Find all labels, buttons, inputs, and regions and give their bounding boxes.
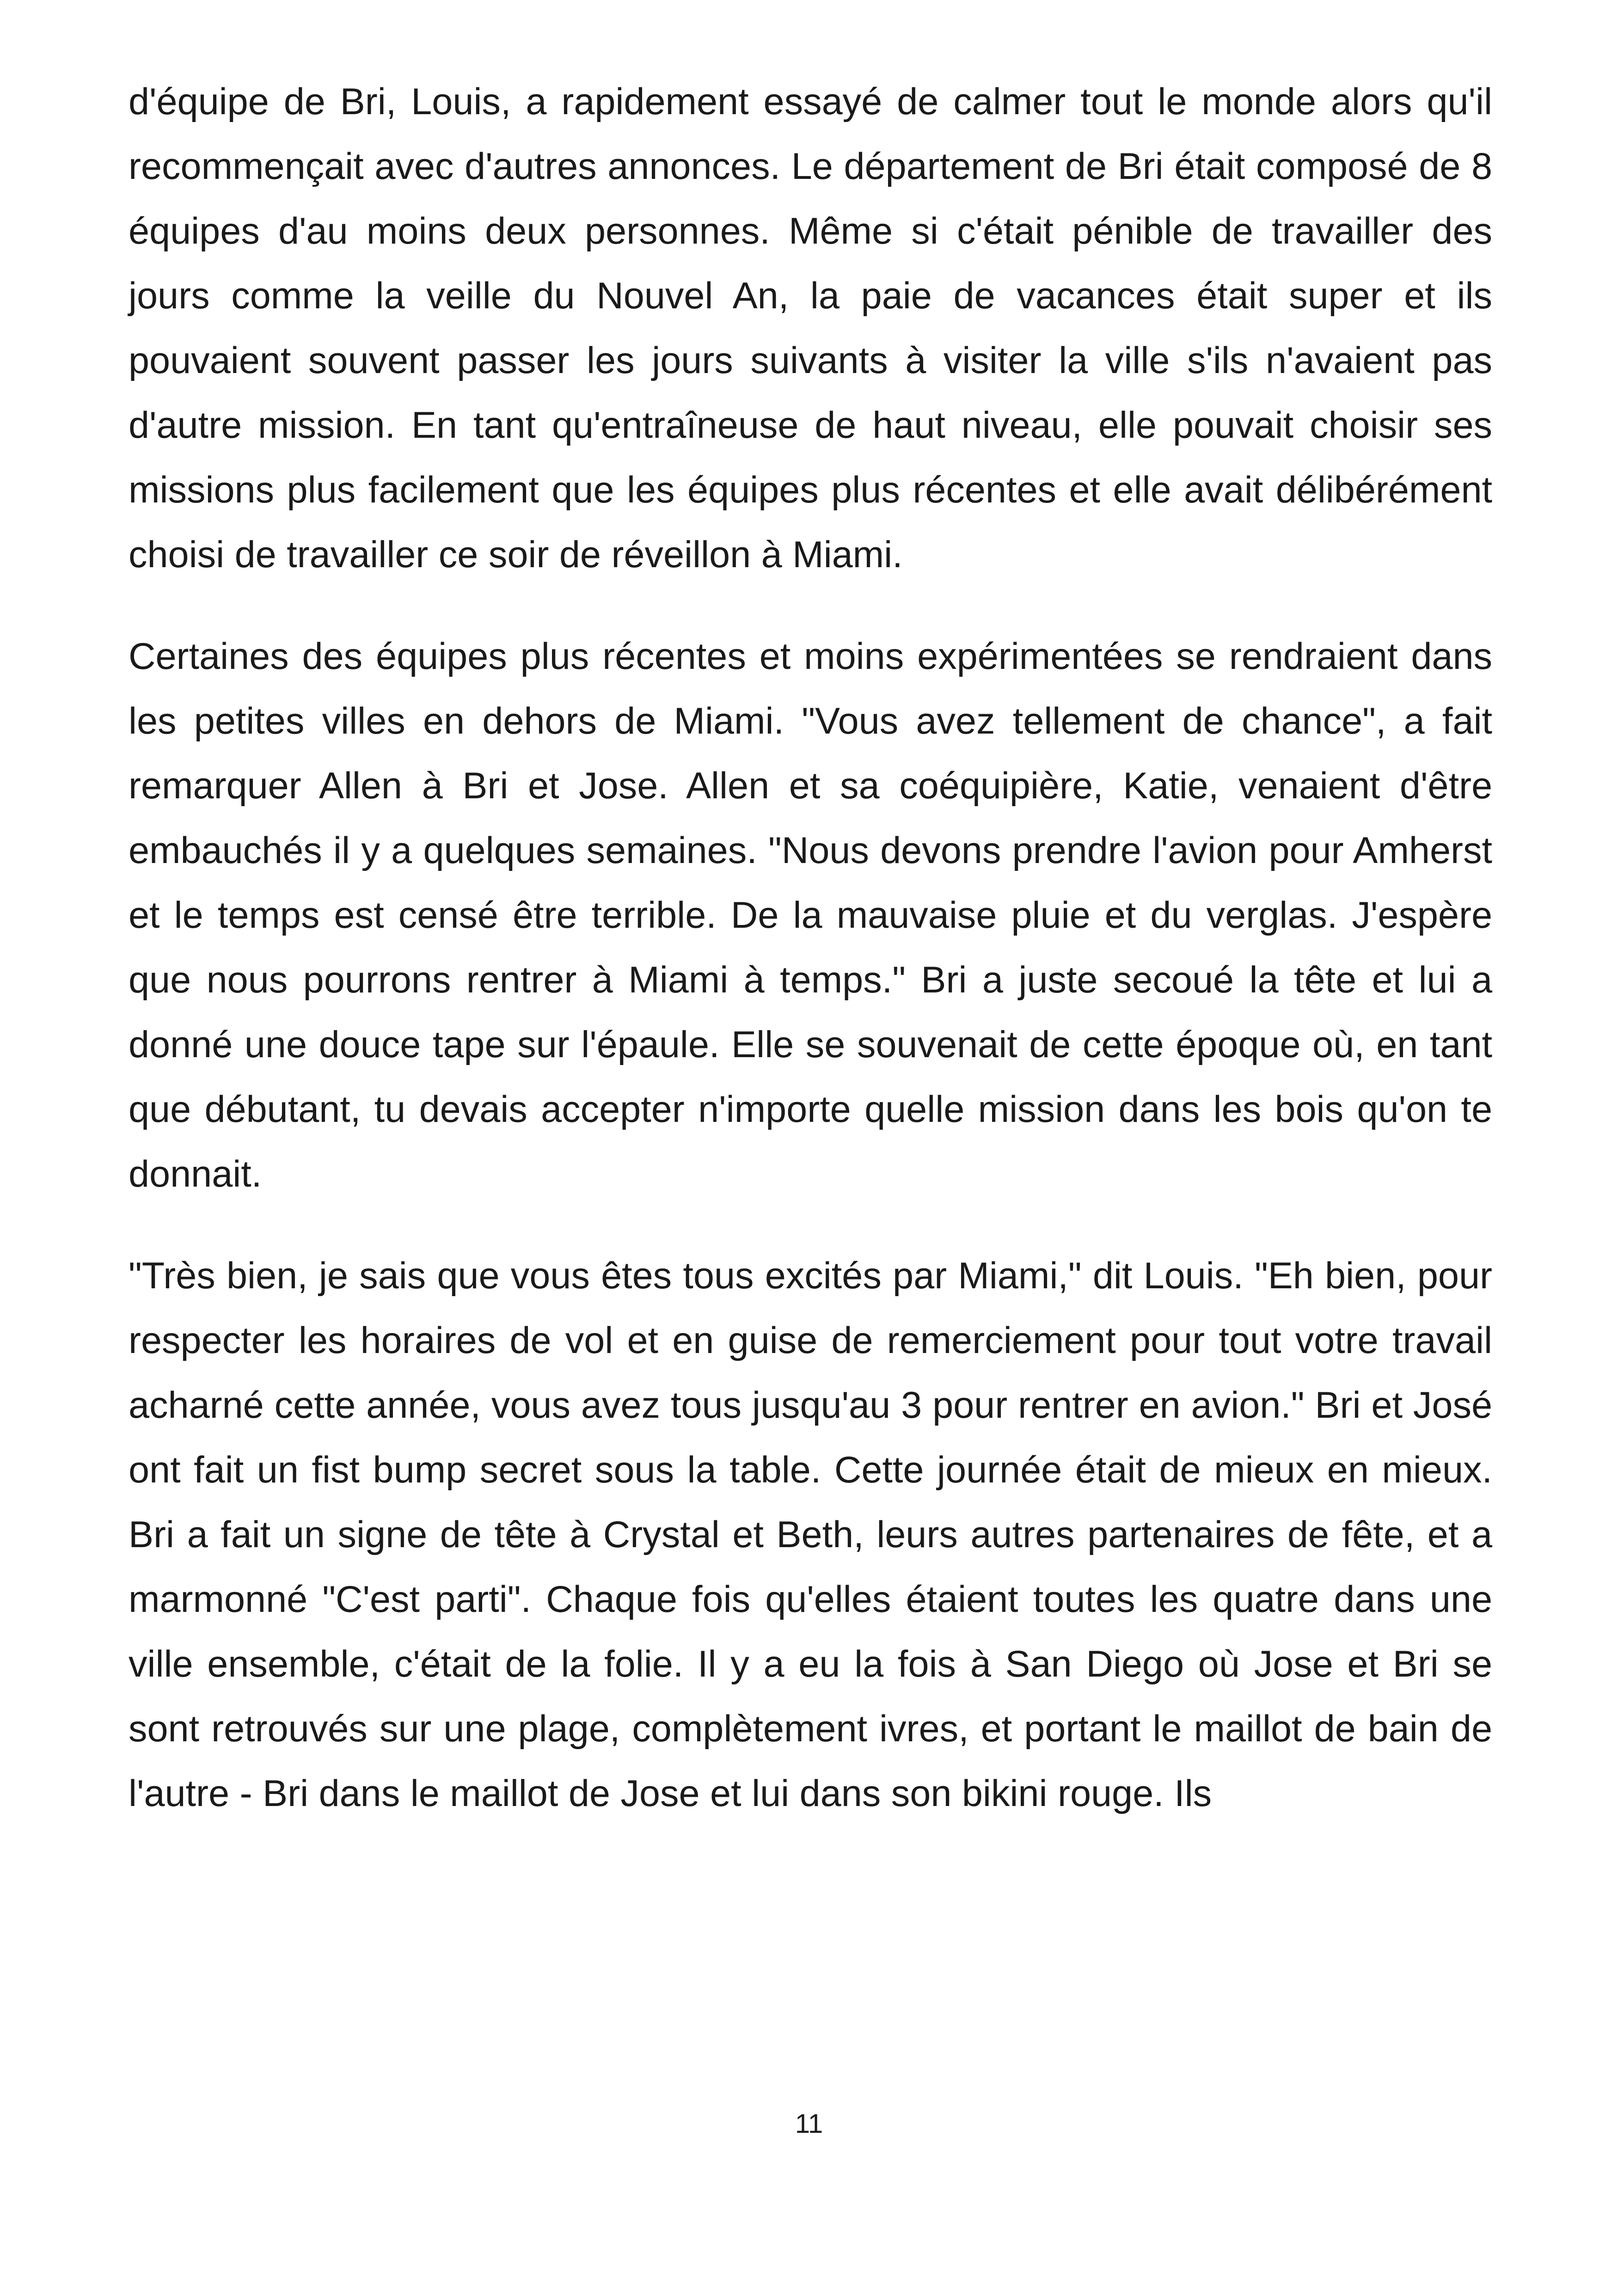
page-number: 11 <box>795 2109 823 2139</box>
paragraph-1: d'équipe de Bri, Louis, a rapidement essayé de calmer tout le monde alors qu'il recommençait avec d'autres annonces. Le département de Bri était composé de 8 équipes d'au moins deux personnes. Même si c'était pénible de travailler des jours comme la veille du Nouvel An, la paie de vacances était super et ils pouvaient souvent passer les jours suivants à visiter la ville s'ils n'avaient pas d'autre mission. En tant qu'entraîneuse de haut niveau, elle pouvait choisir ses missions plus facilement que les équipes plus récentes et elle avait délibérément choisi de travailler ce soir de réveillon à Miami. <box>129 81 1492 576</box>
paragraph-3: "Très bien, je sais que vous êtes tous excités par Miami," dit Louis. "Eh bien, pour respecter les horaires de vol et en guise de remerciement pour tout votre travail acharné cette année, vous avez tous jusqu'au 3 pour rentrer en avion." Bri et José ont fait un fist bump secret sous la table. Cette journée était de mieux en mieux. Bri a fait un signe de tête à Crystal et Beth, leurs autres partenaires de fête, et a marmonné "C'est parti". Chaque fois qu'elles étaient toutes les quatre dans une ville ensemble, c'était de la folie. Il y a eu la fois à San Diego où Jose et Bri se sont retrouvés sur une plage, complètement ivres, et portant le maillot de bain de l'autre - Bri dans le maillot de Jose et lui dans son bikini rouge. Ils <box>129 1255 1492 1814</box>
paragraph-2: Certaines des équipes plus récentes et moins expérimentées se rendraient dans les petites villes en dehors de Miami. "Vous avez tellement de chance", a fait remarquer Allen à Bri et Jose. Allen et sa coéquipière, Katie, venaient d'être embauchés il y a quelques semaines. "Nous devons prendre l'avion pour Amherst et le temps est censé être terrible. De la mauvaise pluie et du verglas. J'espère que nous pourrons rentrer à Miami à temps." Bri a juste secoué la tête et lui a donné une douce tape sur l'épaule. Elle se souvenait de cette époque où, en tant que débutant, tu devais accepter n'importe quelle mission dans les bois qu'on te donnait. <box>129 636 1492 1195</box>
body-text <box>129 69 1492 1863</box>
